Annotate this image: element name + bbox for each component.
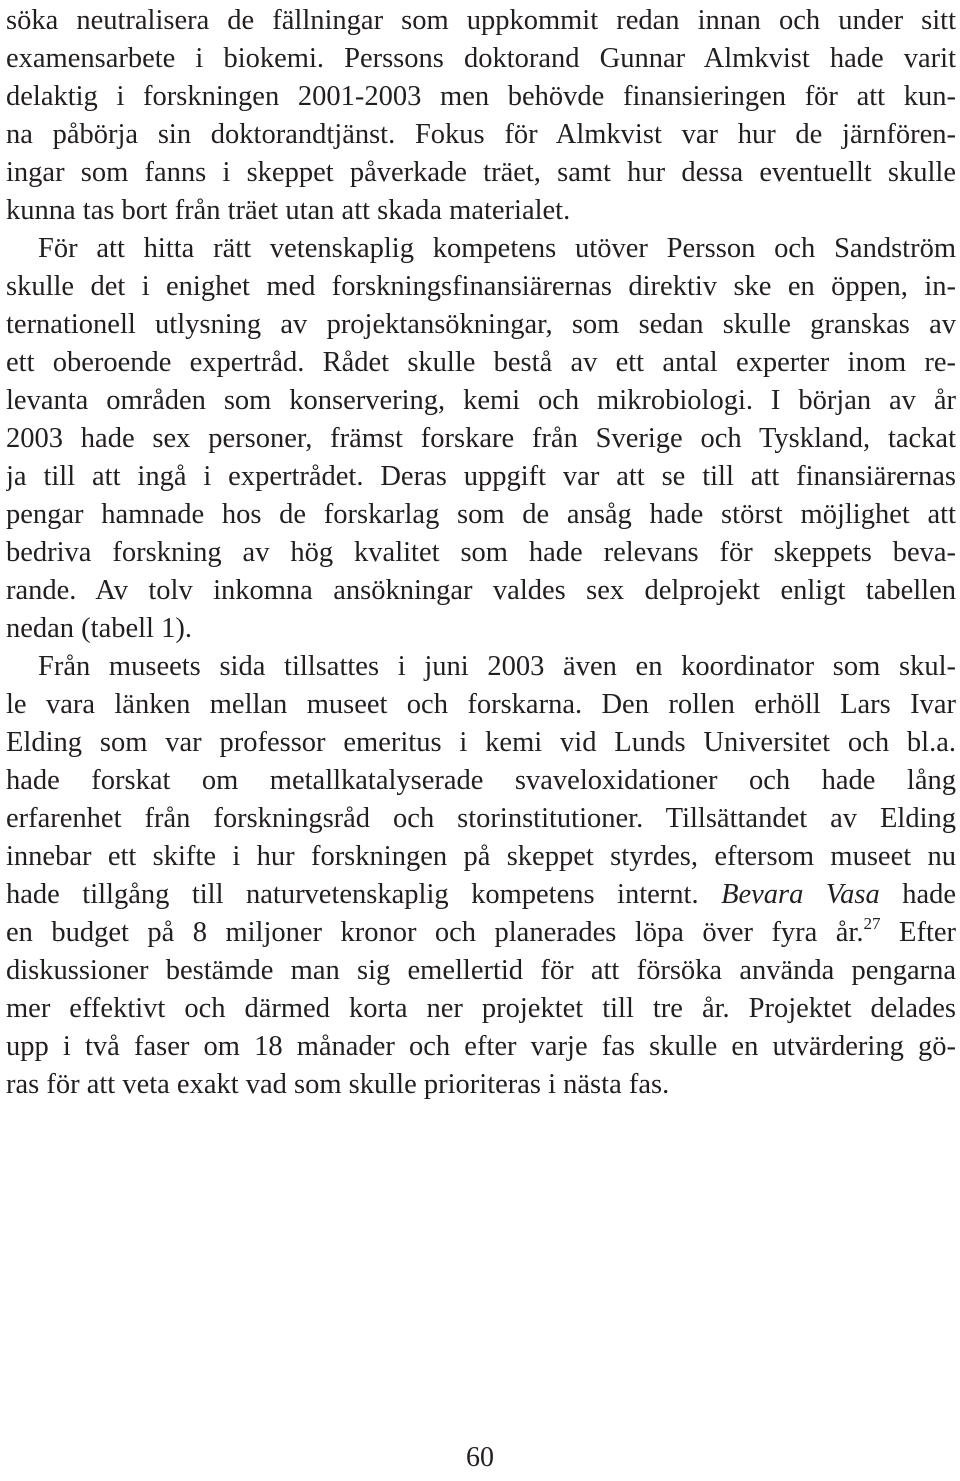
text-line: ingar som fanns i skeppet påverkade träet, samt hur dessa eventuellt skulle	[6, 157, 956, 188]
text-line: nedan (tabell 1).	[6, 613, 192, 644]
text-line: kunna tas bort från träet utan att skada materialet.	[6, 195, 571, 226]
text-line: delaktig i forskningen 2001-2003 men behövde finansieringen för att kun-	[6, 81, 956, 112]
text-line: söka neutralisera de fällningar som uppkommit redan innan och under sitt	[6, 5, 956, 36]
text-segment: hade tillgång till naturvetenskaplig kompetens internt.	[6, 879, 699, 910]
text-line: Från museets sida tillsattes i juni 2003 även en koordinator som skul-	[38, 651, 956, 682]
body-text	[6, 2, 956, 1104]
text-line: ett oberoende expertråd. Rådet skulle bestå av ett antal experter inom re-	[6, 347, 956, 378]
text-line: Elding som var professor emeritus i kemi vid Lunds Universitet och bl.a.	[6, 727, 956, 758]
text-line: mer effektivt och därmed korta ner projektet till tre år. Projektet delades	[6, 993, 956, 1024]
footnote-reference[interactable]: 27	[863, 914, 881, 934]
text-line: innebar ett skifte i hur forskningen på skeppet styrdes, eftersom museet nu	[6, 841, 956, 872]
text-line: rande. Av tolv inkomna ansökningar valdes sex delprojekt enligt tabellen	[6, 575, 956, 606]
text-line: erfarenhet från forskningsråd och storinstitutioner. Tillsättandet av Elding	[6, 803, 956, 834]
text-line: levanta områden som konservering, kemi och mikrobiologi. I början av år	[6, 385, 956, 416]
text-segment: hade	[902, 879, 956, 910]
text-line: För att hitta rätt vetenskaplig kompetens utöver Persson och Sandström	[38, 233, 956, 264]
text-line: bedriva forskning av hög kvalitet som hade relevans för skeppets beva-	[6, 537, 956, 568]
text-segment: en budget på 8 miljoner kronor och planerades löpa över fyra år.	[6, 917, 864, 948]
text-line: hade forskat om metallkatalyserade svaveloxidationer och hade lång	[6, 765, 956, 796]
paragraph-2	[6, 230, 956, 648]
text-line	[6, 876, 956, 914]
text-segment: Efter	[899, 917, 956, 948]
italic-title: Bevara Vasa	[721, 879, 880, 910]
page-number: 60	[466, 1442, 494, 1473]
text-line: le vara länken mellan museet och forskarna. Den rollen erhöll Lars Ivar	[6, 689, 956, 720]
text-line: examensarbete i biokemi. Perssons doktorand Gunnar Almkvist hade varit	[6, 43, 956, 74]
paragraph-3	[6, 648, 956, 1104]
text-line: ras för att veta exakt vad som skulle prioriteras i nästa fas.	[6, 1069, 670, 1100]
text-line: na påbörja sin doktorandtjänst. Fokus för Almkvist var hur de järnfören-	[6, 119, 956, 150]
text-line: ternationell utlysning av projektansökningar, som sedan skulle granskas av	[6, 309, 956, 340]
text-line	[6, 914, 956, 952]
text-line: 2003 hade sex personer, främst forskare från Sverige och Tyskland, tackat	[6, 423, 956, 454]
paragraph-1	[6, 2, 956, 230]
text-line: ja till att ingå i expertrådet. Deras uppgift var att se till att finansiärernas	[6, 461, 956, 492]
text-line: upp i två faser om 18 månader och efter varje fas skulle en utvärdering gö-	[6, 1031, 956, 1062]
text-line: diskussioner bestämde man sig emellertid för att försöka använda pengarna	[6, 955, 956, 986]
text-line: pengar hamnade hos de forskarlag som de ansåg hade störst möjlighet att	[6, 499, 956, 530]
text-line: skulle det i enighet med forskningsfinansiärernas direktiv ske en öppen, in-	[6, 271, 956, 302]
